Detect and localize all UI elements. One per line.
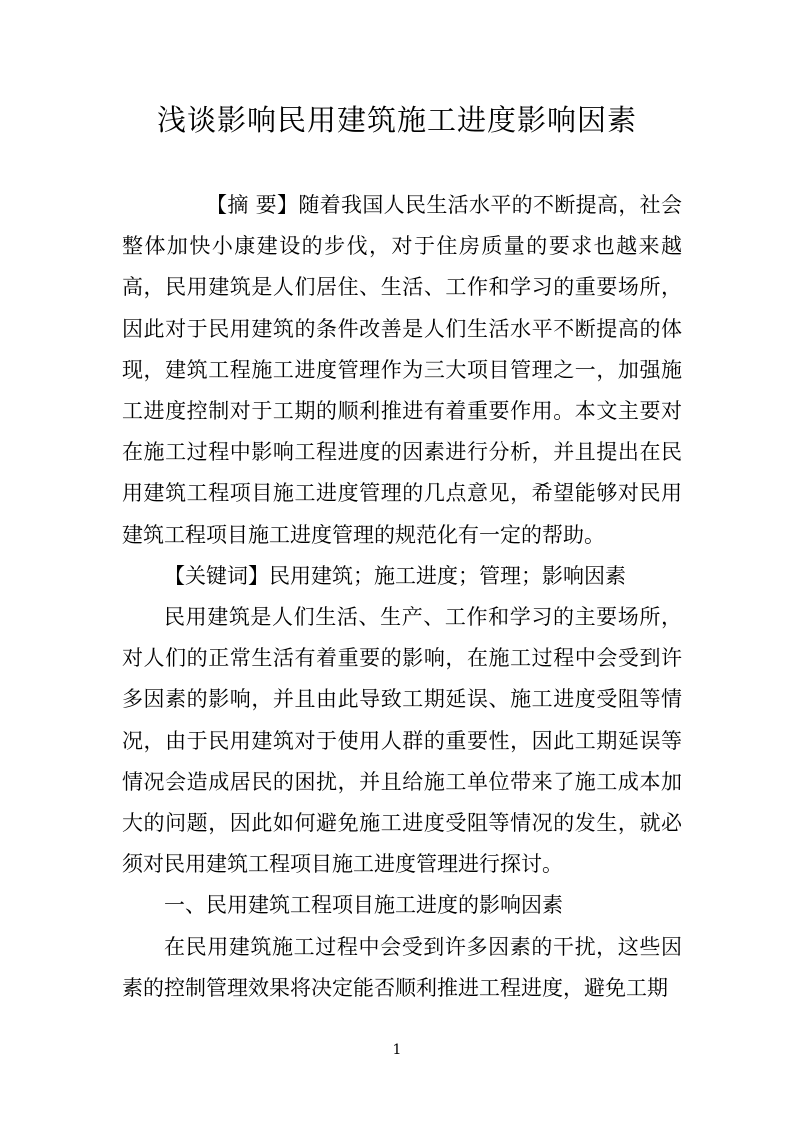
abstract-text: 随着我国人民生活水平的不断提高，社会整体加快小康建设的步伐，对于住房质量的要求也越来越高，民用建筑是人们居住、生活、工作和学习的重要场所，因此对于民用建筑的条件改善是人们生活水平不断提高的体现，建筑工程施工进度管理作为三大项目管理之一，加强施工进度控制对于工期的顺利推进有着重要作用。本文主要对在施工过程中影响工程进度的因素进行分析，并且提出在民用建筑工程项目施工进度管理的几点意见，希望能够对民用建筑工程项目施工进度管理的规范化有一定的帮助。 (122, 193, 682, 547)
keywords-label: 【关键词】 (164, 563, 269, 588)
abstract-label: 【摘 要】 (206, 193, 299, 217)
document-title: 浅谈影响民用建筑施工进度影响因素 (156, 103, 637, 137)
keywords-paragraph (122, 556, 682, 597)
section-heading-1: 一、民用建筑工程项目施工进度的影响因素 (164, 893, 563, 918)
keywords-text: 民用建筑；施工进度；管理；影响因素 (269, 563, 626, 588)
body-paragraph-intro: 民用建筑是人们生活、生产、工作和学习的主要场所，对人们的正常生活有着重要的影响，在施工过程中会受到许多因素的影响，并且由此导致工期延误、施工进度受阻等情况，由于民用建筑对于使用人群的重要性，因此工期延误等情况会造成居民的困扰，并且给施工单位带来了施工成本加大的问题，因此如何避免施工进度受阻等情况的发生，就必须对民用建筑工程项目施工进度管理进行探讨。 (122, 605, 682, 877)
document-body (122, 185, 682, 1009)
body-paragraph-section-1: 在民用建筑施工过程中会受到许多因素的干扰，这些因素的控制管理效果将决定能否顺利推进工程进度，避免工期 (122, 934, 682, 1000)
abstract-paragraph (122, 185, 682, 556)
page-number: 1 (392, 1042, 402, 1058)
